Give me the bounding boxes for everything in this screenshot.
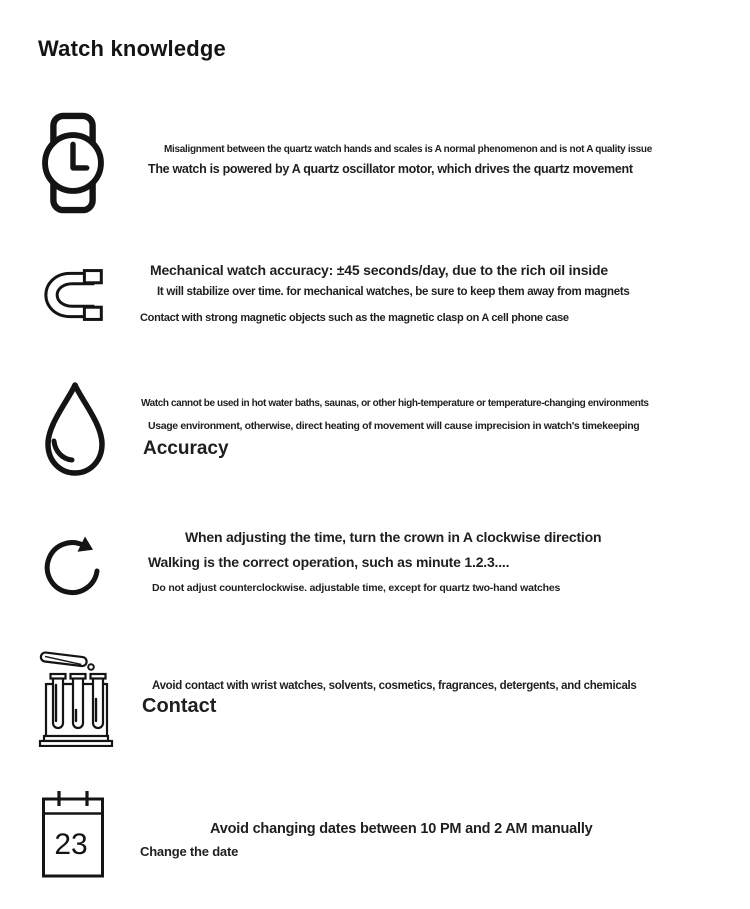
section-text-line: Walking is the correct operation, such as minute 1.2.3.... bbox=[148, 554, 510, 570]
clockwise-arrow-icon bbox=[40, 524, 106, 604]
section-text-line: The watch is powered by A quartz oscillator motor, which drives the quartz movement bbox=[148, 162, 633, 176]
section-text-line: Mechanical watch accuracy: ±45 seconds/day, due to the rich oil inside bbox=[150, 262, 608, 278]
calendar-day-number: 23 bbox=[54, 828, 88, 861]
calendar-icon bbox=[40, 788, 106, 880]
water-drop-icon bbox=[38, 380, 112, 480]
section-text-line: Change the date bbox=[140, 844, 239, 859]
wrist-watch-icon bbox=[40, 112, 106, 214]
section-text-line: Do not adjust counterclockwise. adjustable time, except for quartz two-hand watches bbox=[152, 582, 561, 594]
section-text-line: Misalignment between the quartz watch hands and scales is A normal phenomenon and is not A quality issue bbox=[164, 144, 652, 155]
section-temperature bbox=[0, 378, 750, 513]
section-chemicals bbox=[0, 645, 750, 780]
section-text-line: Avoid contact with wrist watches, solvents, cosmetics, fragrances, detergents, and chemicals bbox=[152, 680, 637, 692]
section-text-line: When adjusting the time, turn the crown in A clockwise direction bbox=[185, 529, 602, 545]
section-date-change bbox=[0, 788, 750, 903]
section-magnetism bbox=[0, 258, 750, 373]
page-title: Watch knowledge bbox=[38, 36, 226, 61]
magnet-icon bbox=[38, 264, 112, 326]
section-text-line: Watch cannot be used in hot water baths, saunas, or other high-temperature or temperature-changing environments bbox=[141, 398, 649, 409]
section-text-line: It will stabilize over time. for mechanical watches, be sure to keep them away from magnets bbox=[157, 286, 630, 298]
section-heading: Accuracy bbox=[143, 438, 229, 459]
section-text-line: Usage environment, otherwise, direct heating of movement will cause imprecision in watch's timekeeping bbox=[148, 420, 640, 432]
section-heading: Contact bbox=[142, 695, 217, 717]
section-crown-adjustment bbox=[0, 520, 750, 640]
section-quartz-movement bbox=[0, 110, 750, 255]
section-text-line: Avoid changing dates between 10 PM and 2 AM manually bbox=[210, 821, 593, 837]
section-text-line: Contact with strong magnetic objects such as the magnetic clasp on A cell phone case bbox=[140, 312, 569, 324]
test-tubes-icon bbox=[36, 647, 114, 747]
